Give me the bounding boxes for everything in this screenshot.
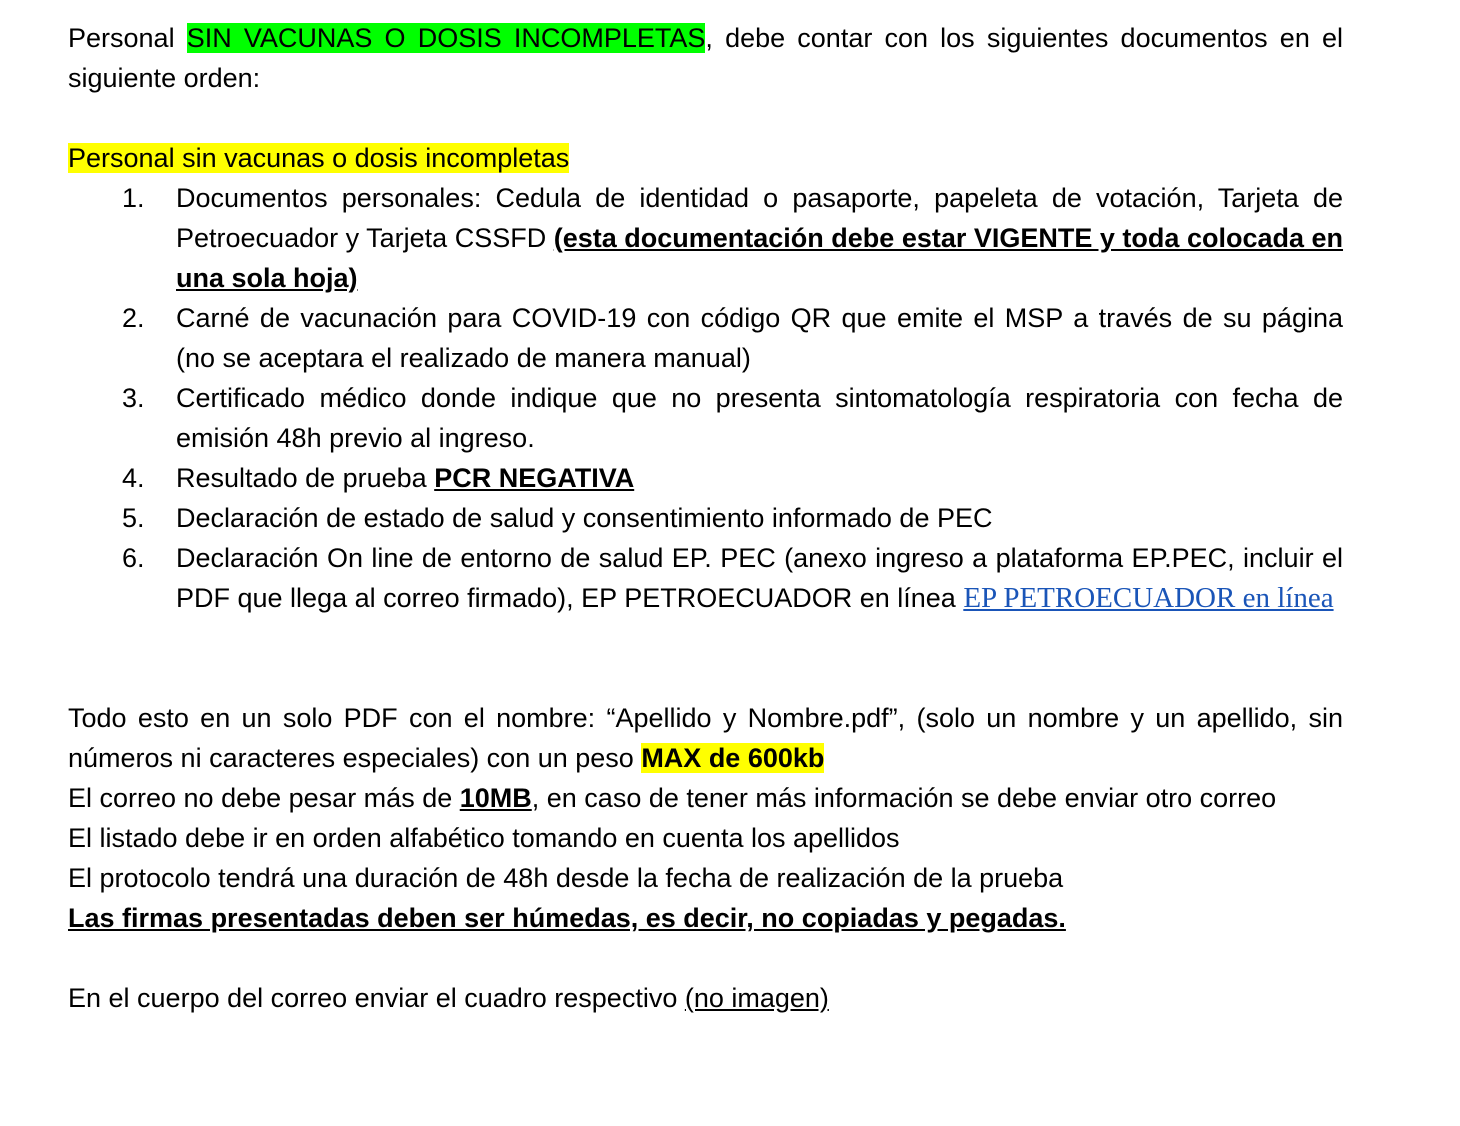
order-instruction: El listado debe ir en orden alfabético tomando en cuenta los apellidos (68, 823, 900, 853)
document-list (68, 178, 1343, 618)
section-heading (68, 138, 1343, 178)
list-item-text: Declaración de estado de salud y consentimiento informado de PEC (176, 503, 993, 533)
blank-line (68, 658, 1343, 698)
document-page (68, 18, 1343, 1018)
mail-size-limit: 10MB (459, 783, 532, 813)
list-item-number: 2. (122, 303, 145, 333)
intro-suffix: , debe contar con los siguientes documentos en el siguiente orden: (68, 23, 1343, 93)
signatures-instruction: Las firmas presentadas deben ser húmedas, es decir, no copiadas y pegadas. (68, 903, 1066, 933)
list-item (68, 178, 1343, 298)
blank-line (68, 938, 1343, 978)
pdf-instruction (68, 698, 1343, 778)
pdf-instruction-text: Todo esto en un solo PDF con el nombre: “Apellido y Nombre.pdf”, (solo un nombre y un apellido, sin números ni caracteres especiales) con un peso (68, 703, 1343, 773)
list-item-number: 5. (122, 503, 145, 533)
list-item-text: Certificado médico donde indique que no presenta sintomatología respiratoria con fecha de emisión 48h previo al ingreso. (176, 383, 1343, 453)
mail-size-instruction (68, 778, 1343, 818)
mail-body-instruction (68, 978, 1343, 1018)
mail-body-prefix: En el cuerpo del correo enviar el cuadro respectivo (68, 983, 685, 1013)
mail-body-note: (no imagen) (684, 983, 829, 1013)
list-item-number: 1. (122, 183, 145, 213)
intro-highlight: SIN VACUNAS O DOSIS INCOMPLETAS (186, 23, 706, 53)
protocol-instruction: El protocolo tendrá una duración de 48h desde la fecha de realización de la prueba (68, 863, 1064, 893)
list-item (68, 298, 1343, 378)
list-item-number: 3. (122, 383, 145, 413)
list-item-emphasis: PCR NEGATIVA (434, 463, 635, 493)
petroecuador-online-link[interactable]: EP PETROECUADOR en línea (963, 582, 1334, 614)
mail-size-prefix: El correo no debe pesar más de (68, 783, 460, 813)
list-item-number: 6. (122, 543, 145, 573)
intro-prefix: Personal (68, 23, 187, 53)
section-heading-text: Personal sin vacunas o dosis incompletas (68, 143, 570, 173)
intro-paragraph (68, 18, 1343, 98)
list-item (68, 378, 1343, 458)
list-item (68, 458, 1343, 498)
list-item-text: Documentos personales: Cedula de identidad o pasaporte, papeleta de votación, Tarjeta de Petroecuador y Tarjeta CSSFD (176, 183, 1343, 253)
blank-line (68, 98, 1343, 138)
list-item-emphasis: (esta documentación debe estar VIGENTE y toda colocada en una sola hoja) (176, 223, 1344, 293)
list-item (68, 538, 1343, 618)
list-item-text: Declaración On line de entorno de salud EP. PEC (anexo ingreso a plataforma EP.PEC, incluir el PDF que llega al correo firmado), EP PETROECUADOR en línea (176, 543, 1343, 613)
pdf-max-size: MAX de 600kb (641, 743, 825, 773)
list-item (68, 498, 1343, 538)
list-item-text: Resultado de prueba (176, 463, 435, 493)
list-item-text: Carné de vacunación para COVID-19 con código QR que emite el MSP a través de su página (no se aceptara el realizado de manera manual) (176, 303, 1343, 373)
blank-line (68, 618, 1343, 658)
list-item-number: 4. (122, 463, 145, 493)
mail-size-suffix: , en caso de tener más información se debe enviar otro correo (531, 783, 1277, 813)
